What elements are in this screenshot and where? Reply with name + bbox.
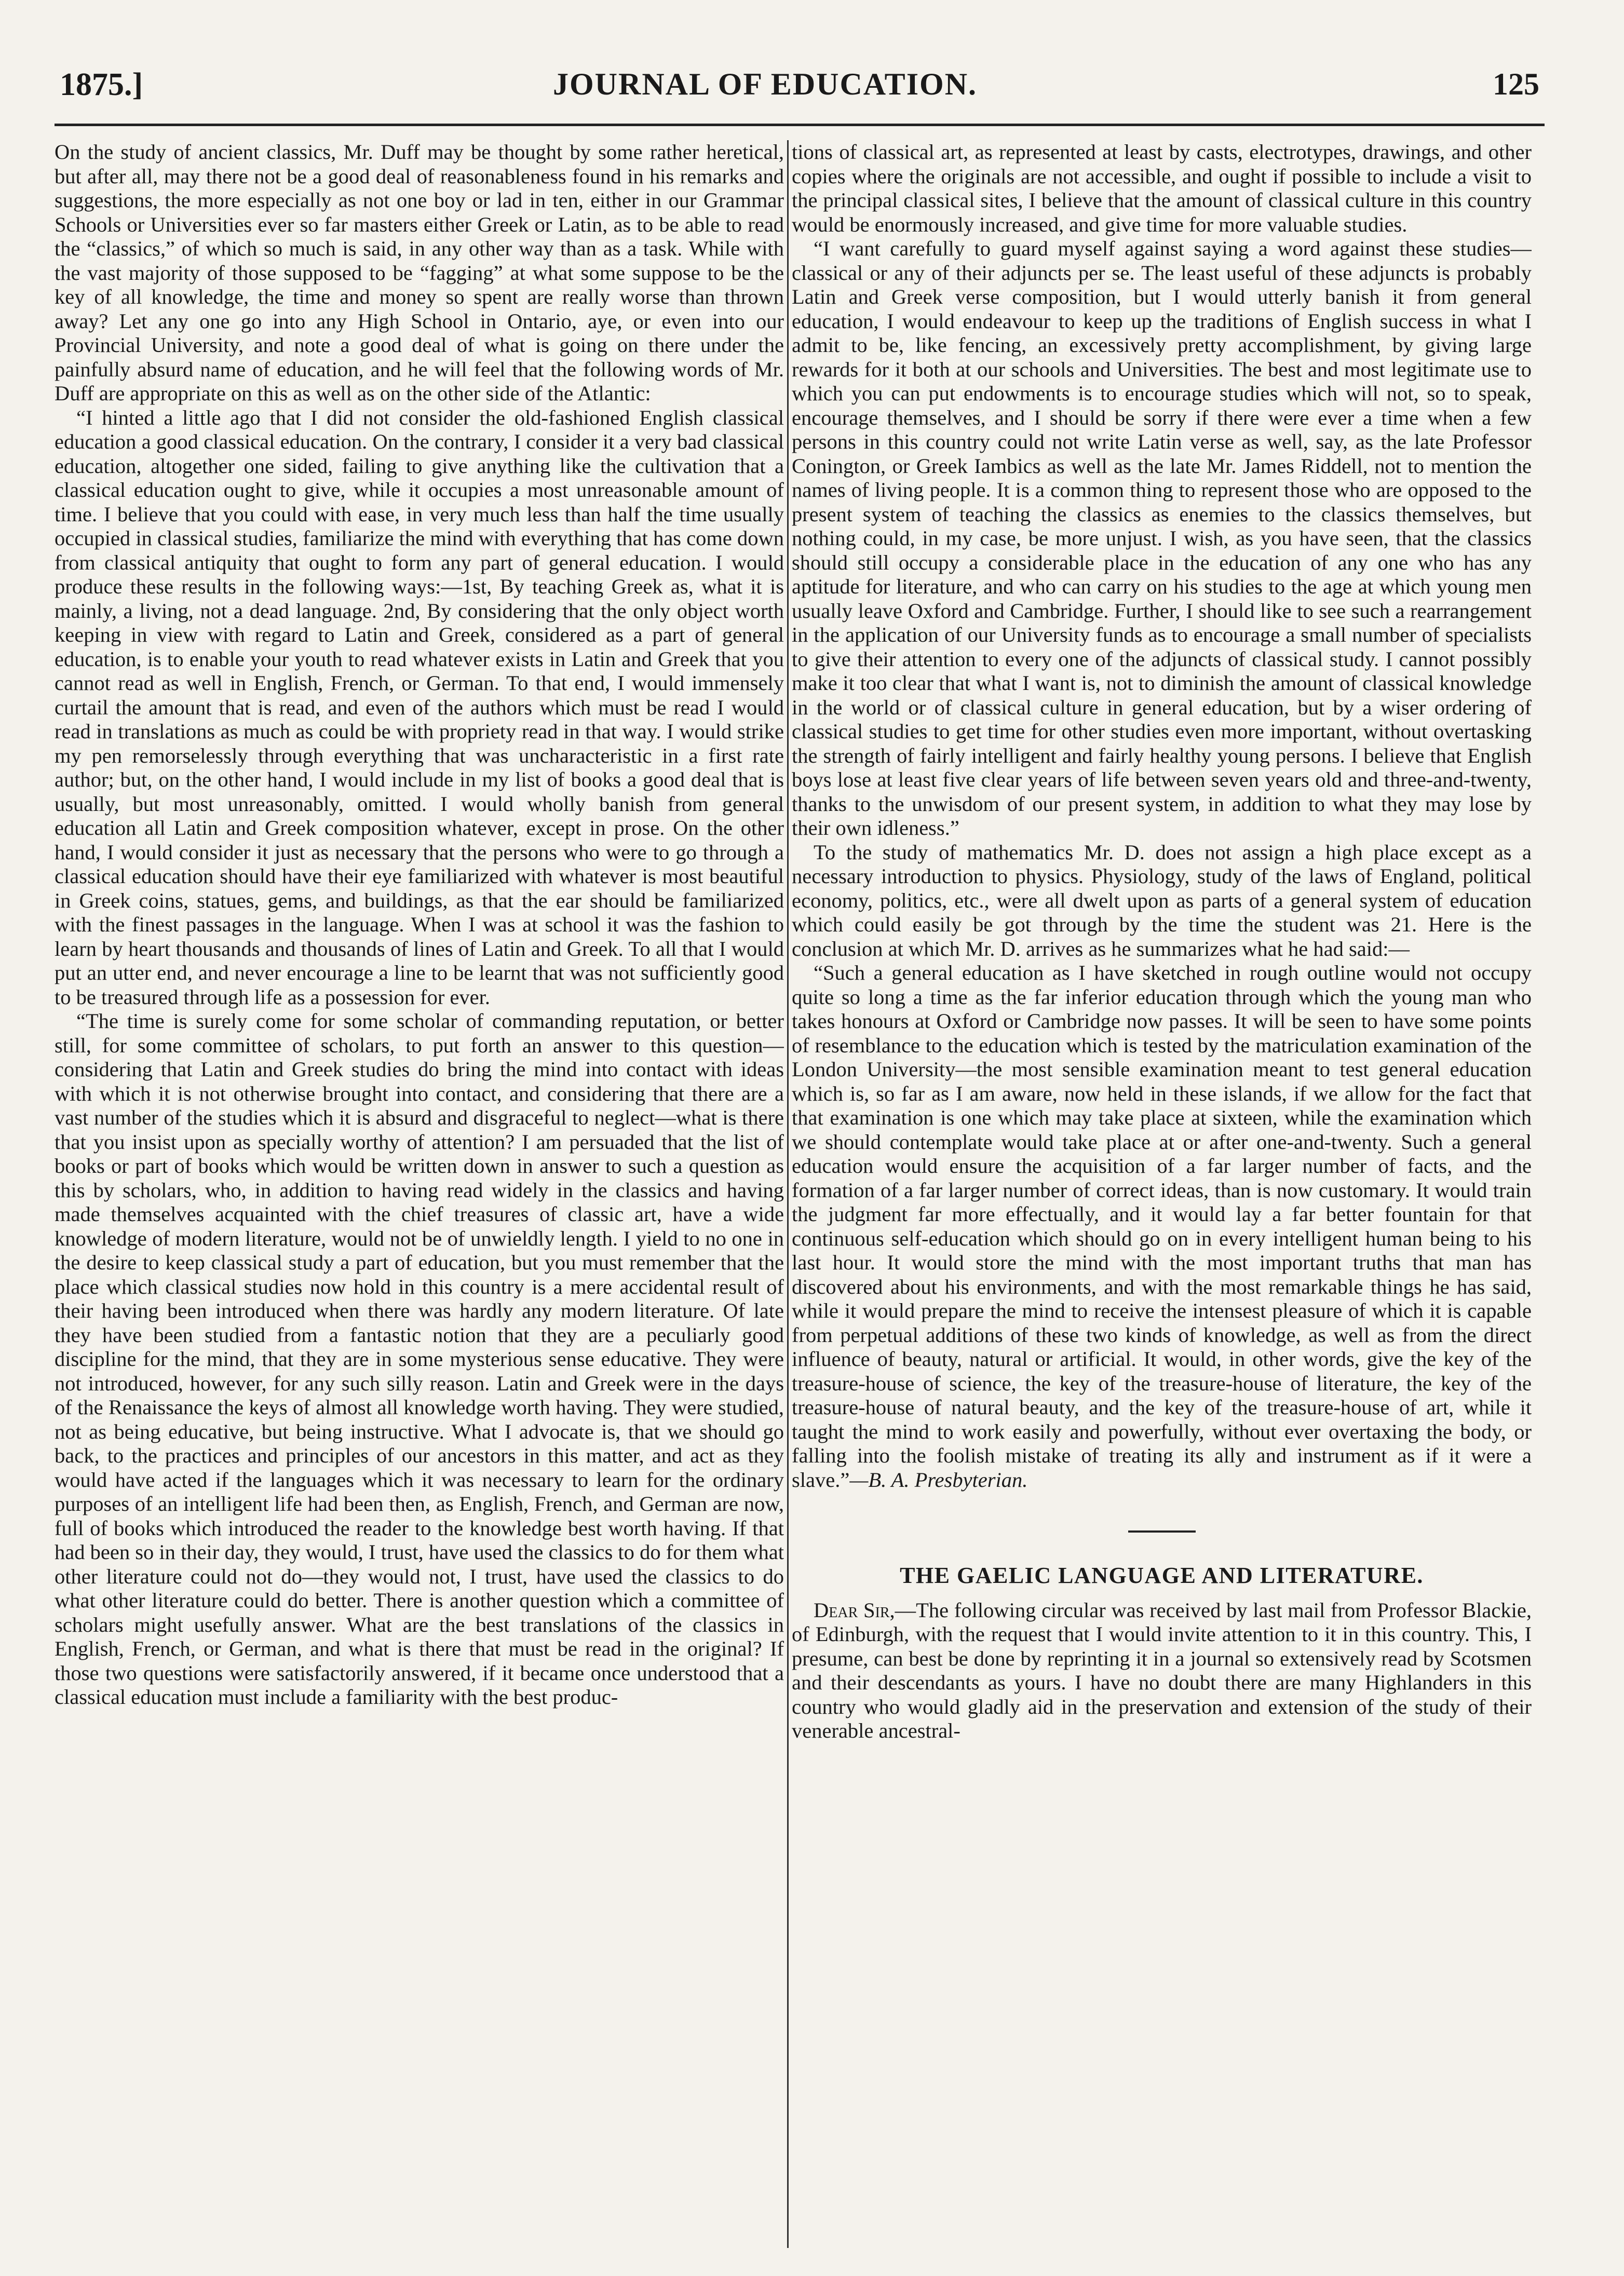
header-rule [55,124,1545,126]
section-divider [1128,1530,1196,1533]
quoted-paragraph [792,961,1532,1492]
header-year: 1875.] [60,67,143,102]
letter-paragraph [792,1598,1532,1743]
quote-text: “Such a general education as I have sketched in rough outline would not occupy quite so long a time as the far inferior education through which the young man who takes honours at Oxford or Cambridge now passes. It will be seen to have some points of resemblance to the education which is tested by the matriculation examination of the London University—the most sensible examination meant to test general education which is, so far as I am aware, now held in these islands, if we allow for the fact that that examination is one which may take place at sixteen, while the examination which we should contemplate would take place at or after one-and-twenty. Such a general education would ensure the acquisition of a far larger number of facts, and the formation of a far larger number of correct ideas, than is now customary. It would train the judgment far more effectually, and it would lay a far better fountain for that continuous self-education which should go on in every intelligent human being to his last hour. It would store the mind with the most important truths that man has discovered about his environments, and with the most remarkable things he has said, while it would prepare the mind to receive the intensest pleasure of which it is capable from perpetual additions of these two kinds of knowledge, as well as from the direct influence of beauty, natural or artificial. It would, in other words, give the key of the treasure-house of science, the key of the treasure-house of literature, the key of the treasure-house of natural beauty, and the key of the treasure-house of art, while it taught the mind to work easily and powerfully, without ever overtaxing the body, or falling into the foolish mistake of treating its ally and instrument as if it were a slave.” [792,961,1532,1492]
signoff: —B. A. Presbyterian. [849,1468,1028,1492]
quoted-paragraph: “I want carefully to guard myself against saying a word against these studies—classical or any of their adjuncts per se. The least useful of these adjuncts is probably Latin and Greek verse composition, but I would utterly banish it from general education, I would endeavour to keep up the traditions of English success in what I admit to be, like fencing, an excessively pretty accomplishment, by giving large rewards for it both at our schools and Universities. The best and most legitimate use to which you can put endowments is to encourage studies which will not, so to speak, encourage themselves, and I should be sorry if there were ever a time when a few persons in this country could not write Latin verse as well, say, as the late Professor Conington, or Greek Iambics as well as the late Mr. James Riddell, not to mention the names of living people. It is a common thing to represent those who are opposed to the present system of teaching the classics as enemies to the classics themselves, but nothing could, in my case, be more unjust. I wish, as you have seen, that the classics should still occupy a considerable place in the education of any one who has any aptitude for literature, and who can carry on his studies to the age at which young men usually leave Oxford and Cambridge. Further, I should like to see such a rearrangement in the application of our University funds as to encourage a small number of specialists to give their attention to every one of the adjuncts of classical study. I cannot possibly make it too clear that what I want is, not to diminish the amount of classical knowledge in the world or of classical culture in general education, but by a wiser ordering of classical studies to get time for other studies even more important, without overtasking the strength of fairly intelligent and fairly healthy young persons. I believe that English boys lose at least five clear years of life between seven years old and three-and-twenty, thanks to the unwisdom of our present system, in addition to what they may lose by their own idleness.” [792,237,1532,839]
quoted-paragraph: “The time is surely come for some scholar of commanding reputation, or better still, for some committee of scholars, to put forth an answer to this question—considering that Latin and Greek studies do bring the mind into contact with ideas with which it is not otherwise brought into contact, and considering that there are a vast number of the studies which it is absurd and disgraceful to neglect—what is there that you insist upon as specially worthy of attention? I am persuaded that the list of books or part of books which would be written down in answer to such a question as this by scholars, who, in addition to having read widely in the classics and having made themselves acquainted with the chief treasures of classic art, have a wide knowledge of modern literature, would not be of unwieldly length. I yield to no one in the desire to keep classical study a part of education, but you must remember that the place which classical studies now hold in this country is a mere accidental result of their having been introduced when there was hardly any modern literature. Of late they have been studied from a fantastic notion that they are a peculiarly good discipline for the mind, that they are in some mysterious sense educative. They were not introduced, however, for any such silly reason. Latin and Greek were in the days of the Renaissance the keys of almost all knowledge worth having. They were studied, not as being educative, but being instructive. What I advocate is, that we should go back, to the practices and principles of our ancestors in this matter, and act as they would have acted if the languages which it was necessary to learn for the ordinary purposes of an intelligent life had been then, as English, French, and German are now, full of books which introduced the reader to the knowledge best worth having. If that had been so in their day, they would, I trust, have used the classics to do for them what other literature could not do—they would not, I trust, have used the classics to do what other literature could do better. There is another question which a committee of scholars might usefully answer. What are the best translations of the classics in English, French, or German, and what is there that must be read in the original? If those two questions were satisfactorily answered, if it became once understood that a classical education must include a familiarity with the best produc- [55,1009,784,1709]
journal-title: JOURNAL OF EDUCATION. [553,67,978,101]
article-paragraph: To the study of mathematics Mr. D. does not assign a high place except as a necessary introduction to physics. Physiology, study of the laws of England, political economy, politics, etc., were all dwelt upon as parts of a general system of education which could easily be got through by the time the student was 21. Here is the conclusion at which Mr. D. arrives as he summarizes what he had said:— [792,840,1532,960]
page-number: 125 [1493,67,1539,101]
quoted-paragraph: tions of classical art, as represented at least by casts, electrotypes, drawings, and other copies where the originals are not accessible, and ought if possible to include a visit to the principal classical sites, I believe that the amount of classical culture in this country would be enormously increased, and give time for more valuable studies. [792,140,1532,236]
right-column [792,140,1532,2248]
quoted-paragraph: “I hinted a little ago that I did not consider the old-fashioned English classical education a good classical education. On the contrary, I consider it a very bad classical education, altogether one sided, failing to give anything like the cultivation that a classical education ought to give, while it occupies a most unreasonable amount of time. I believe that you could with ease, in very much less than half the time usually occupied in classical studies, familiarize the mind with everything that has come down from classical antiquity that ought to form any part of general education. I would produce these results in the following ways:—1st, By teaching Greek as, what it is mainly, a living, not a dead language. 2nd, By considering that the only object worth keeping in view with regard to Latin and Greek, considered as a part of general education, is to enable your youth to read whatever exists in Latin and Greek that you cannot read as well in English, French, or German. To that end, I would immensely curtail the amount that is read, and even of the authors which must be read I would read in translations as much as could be with propriety read in that way. I would strike my pen remorselessly through everything that was uncharacteristic in a first rate author; but, on the other hand, I would include in my list of books a good deal that is usually, but most unreasonably, omitted. I would wholly banish from general education all Latin and Greek composition whatever, except in prose. On the other hand, I would consider it just as necessary that the persons who were to go through a classical education should have their eye familiarized with whatever is most beautiful in Greek coins, statues, gems, and buildings, as that the ear should be familiarized with the finest passages in the language. When I was at school it was the fashion to learn by heart thousands and thousands of lines of Latin and Greek. To all that I would put an utter end, and never encourage a line to be learnt that was not sufficiently good to be treasured through life as a possession for ever. [55,405,784,1009]
section-title: THE GAELIC LANGUAGE AND LITERATURE. [900,1563,1424,1588]
salutation: Dear Sir, [814,1598,895,1622]
article-paragraph: On the study of ancient classics, Mr. Duff may be thought by some rather heretical, but after all, may there not be a good deal of reasonableness found in his remarks and suggestions, the more especially as not one boy or lad in ten, either in our Grammar Schools or Universities ever so far masters either Greek or Latin, as to be able to read the “classics,” of which so much is said, in any other way than as a task. While with the vast majority of those supposed to be “fagging” at what some suppose to be the key of all knowledge, the time and money so spent are really worse than thrown away? Let any one go into any High School in Ontario, aye, or even into our Provincial University, and note a good deal of what is going on there under the painfully absurd name of education, and he will feel that the following words of Mr. Duff are appropriate on this as well as on the other side of the Atlantic: [55,140,784,405]
letter-text: —The following circular was received by last mail from Professor Blackie, of Edinburgh, with the request that I would invite attention to it in this country. This, I presume, can best be done by reprinting it in a journal so extensively read by Scotsmen and their descendants as yours. I have no doubt there are many Highlanders in this country who would gladly aid in the preservation and extension of the study of their venerable ancestral- [792,1598,1532,1742]
page-header [55,66,1539,124]
left-column [55,140,784,2248]
column-divider [787,140,789,2248]
